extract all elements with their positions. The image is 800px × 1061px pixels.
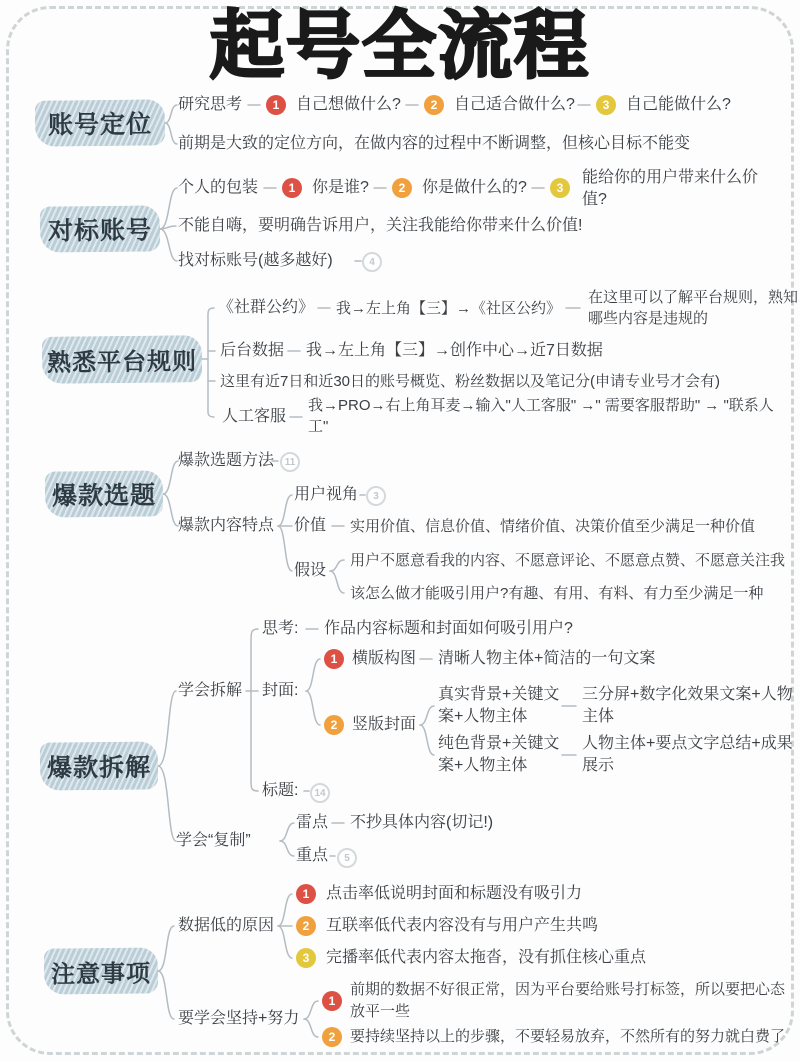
node-reason-engagement: 互联率低代表内容没有与用户产生共鸣: [326, 917, 599, 934]
node-vertical-solid-bg-desc: 人物主体+要点文字总结+成果展示: [582, 735, 793, 774]
section-box-topics: 爆款选题: [45, 470, 163, 517]
node-pact-path: 我→左上角【三】→《社区公约》: [336, 300, 562, 317]
node-pact: 《社群公约》: [218, 299, 315, 316]
node-minefield: 雷点: [296, 814, 329, 831]
node-backend-note: 这里有近7日和近30日的账号概览、粉丝数据以及笔记分(申请专业号才会有): [220, 373, 721, 390]
node-user-value: 能给你的用户带来什么价值?: [582, 169, 759, 208]
section-box-rules: 熟悉平台规则: [42, 335, 202, 384]
node-reason-ctr: 点击率低说明封面和标题没有吸引力: [326, 885, 583, 902]
badge-2-icon: 2: [392, 178, 412, 198]
node-reason-completion: 完播率低代表内容太拖沓，没有抓住核心重点: [326, 949, 647, 966]
node-q2-suit: 自己适合做什么?: [454, 96, 575, 113]
node-persist-2: 要持续坚持以上的步骤，不要轻易放弃，不然所有的努力就白费了: [350, 1028, 786, 1045]
node-vertical-real-bg-desc: 三分屏+数字化效果文案+人物主体: [582, 686, 793, 725]
section-box-positioning: 账号定位: [35, 99, 165, 146]
node-benchmark-note: 不能自嗨，要明确告诉用户，关注我能给你带来什么价值!: [178, 217, 583, 234]
node-vertical-solid-bg: 纯色背景+关键文案+人物主体: [438, 735, 560, 774]
node-persist: 要学会坚持+努力: [178, 1010, 300, 1027]
node-topic-method: 爆款选题方法: [178, 452, 275, 469]
node-hypothesis: 假设: [294, 562, 327, 579]
collapsed-count-badge[interactable]: 5: [337, 848, 357, 868]
node-hypothesis-1: 用户不愿意看我的内容、不愿意评论、不愿意点赞、不愿意关注我: [350, 552, 786, 569]
node-content-features: 爆款内容特点: [178, 517, 275, 534]
badge-1-icon: 1: [322, 991, 342, 1011]
node-minefield-desc: 不抄具体内容(切记!): [350, 814, 494, 831]
section-box-benchmark: 对标账号: [40, 205, 160, 252]
section-box-analysis: 爆款拆解: [40, 741, 158, 790]
node-vertical: 竖版封面: [352, 716, 417, 733]
node-learn-analyze: 学会拆解: [178, 682, 243, 699]
badge-1-icon: 1: [282, 178, 302, 198]
node-value-desc: 实用价值、信息价值、情绪价值、决策价值至少满足一种价值: [350, 518, 756, 535]
node-service-path: 我→PRO→右上角耳麦→输入"人工客服" →" 需要客服帮助" → "联系人工": [308, 397, 774, 435]
badge-1-icon: 1: [296, 884, 316, 904]
badge-3-icon: 3: [296, 948, 316, 968]
collapsed-count-badge[interactable]: 4: [362, 252, 382, 272]
badge-2-icon: 2: [324, 715, 344, 735]
collapsed-count-badge[interactable]: 3: [366, 486, 386, 506]
node-value: 价值: [294, 517, 327, 534]
node-hypothesis-2: 该怎么做才能吸引用户?有趣、有用、有料、有力至少满足一种: [350, 585, 764, 602]
section-box-notes: 注意事项: [44, 947, 158, 994]
page-title: 起号全流程: [210, 4, 590, 87]
node-packaging: 个人的包装: [178, 179, 259, 196]
node-learn-copy: 学会“复制”: [176, 832, 251, 849]
node-research: 研究思考: [178, 96, 243, 113]
node-vertical-real-bg: 真实背景+关键文案+人物主体: [438, 686, 560, 725]
collapsed-count-badge[interactable]: 11: [280, 452, 300, 472]
node-heading: 标题:: [262, 782, 299, 799]
node-q3-able: 自己能做什么?: [626, 96, 731, 113]
node-find-benchmark: 找对标账号(越多越好): [178, 252, 333, 269]
node-horizontal: 横版构图: [352, 650, 417, 667]
badge-2-icon: 2: [296, 916, 316, 936]
node-backend: 后台数据: [220, 342, 285, 359]
badge-2-icon: 2: [424, 95, 444, 115]
badge-1-icon: 1: [324, 649, 344, 669]
node-q1-want: 自己想做什么?: [296, 96, 401, 113]
node-user-perspective: 用户视角: [294, 486, 359, 503]
node-positioning-note: 前期是大致的定位方向，在做内容的过程中不断调整，但核心目标不能变: [178, 135, 691, 152]
node-pact-desc: 在这里可以了解平台规则，熟知哪些内容是违规的: [588, 289, 799, 327]
node-what-do: 你是做什么的?: [422, 179, 527, 196]
node-keypoint: 重点: [296, 847, 329, 864]
collapsed-count-badge[interactable]: 14: [310, 783, 330, 803]
badge-3-icon: 3: [550, 178, 570, 198]
badge-2-icon: 2: [322, 1027, 342, 1047]
node-persist-1: 前期的数据不好很正常，因为平台要给账号打标签，所以要把心态放平一些: [350, 981, 786, 1020]
node-horizontal-desc: 清晰人物主体+简洁的一句文案: [438, 650, 656, 667]
node-cover: 封面:: [262, 682, 299, 699]
badge-3-icon: 3: [596, 95, 616, 115]
badge-1-icon: 1: [266, 95, 286, 115]
node-service: 人工客服: [222, 408, 287, 425]
node-think-desc: 作品内容标题和封面如何吸引用户?: [324, 620, 573, 637]
node-backend-path: 我→左上角【三】→创作中心→近7日数据: [306, 342, 603, 359]
node-low-data-reason: 数据低的原因: [178, 917, 275, 934]
node-who: 你是谁?: [312, 179, 369, 196]
node-think: 思考:: [262, 620, 299, 637]
